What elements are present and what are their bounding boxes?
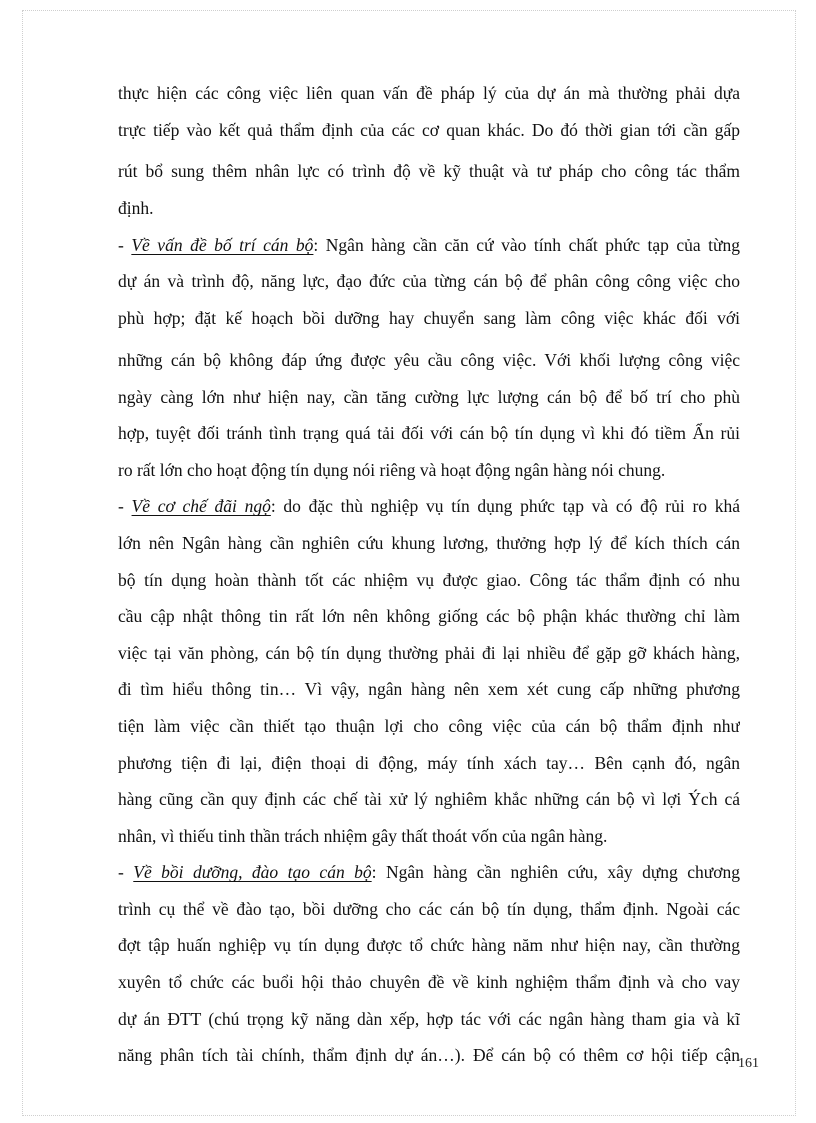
- text-line: thực hiện các công việc liên quan vấn đề pháp lý của dự án mà thường phải dựa: [118, 83, 740, 103]
- text-line: dự án ĐTT (chú trọng kỹ năng dàn xếp, hợp tác với các ngân hàng tham gia và kĩ: [118, 1008, 740, 1029]
- section-heading: Về bồi dưỡng, đào tạo cán bộ: [133, 862, 372, 883]
- text-line: đợt tập huấn nghiệp vụ tín dụng được tổ chức hàng năm như hiện nay, cần thường: [118, 935, 740, 956]
- text-line: những cán bộ không đáp ứng được yêu cầu công việc. Với khối lượng công việc: [118, 349, 740, 370]
- list-dash: -: [118, 234, 132, 255]
- section-heading: Về vấn đề bố trí cán bộ: [131, 234, 314, 255]
- text-line: việc tại văn phòng, cán bộ tín dụng thường phải đi lại nhiều để gặp gỡ khách hàng,: [118, 642, 740, 663]
- page-number: 161: [738, 1056, 759, 1071]
- heading-line-rest: : Ngân hàng cần căn cứ vào tính chất phức tạp của từng: [313, 234, 740, 255]
- section-heading: Về cơ chế đãi ngộ: [131, 496, 271, 517]
- text-line: phù hợp; đặt kế hoạch bồi dưỡng hay chuyển sang làm công việc khác đối với: [118, 307, 740, 328]
- heading-line-rest: : Ngân hàng cần nghiên cứu, xây dựng chương: [371, 862, 740, 883]
- paragraph-heading-line: [118, 230, 740, 267]
- body-text: [118, 78, 740, 1077]
- text-line: hàng cũng cần quy định các chế tài xử lý nghiêm khắc những cán bộ vì lợi Ých cá: [118, 789, 740, 810]
- paragraph-heading-line: [118, 491, 740, 528]
- text-line: hợp, tuyệt đối tránh tình trạng quá tải đối với cán bộ tín dụng vì khi đó tiềm Ẩn rủi: [118, 423, 740, 444]
- text-line: nhân, vì thiếu tinh thần trách nhiệm gây thất thoát vốn của ngân hàng.: [118, 825, 608, 846]
- text-line: định.: [118, 198, 154, 219]
- text-line: năng phân tích tài chính, thẩm định dự án…). Để cán bộ có thêm cơ hội tiếp cận: [118, 1045, 740, 1066]
- heading-line-rest: : do đặc thù nghiệp vụ tín dụng phức tạp và có độ rủi ro khá: [270, 496, 740, 517]
- list-dash: -: [118, 862, 134, 883]
- text-line: bộ tín dụng hoàn thành tốt các nhiệm vụ được giao. Công tác thẩm định có nhu: [118, 569, 740, 590]
- text-line: cầu cập nhật thông tin rất lớn nên không giống các bộ phận khác thường chỉ làm: [118, 606, 740, 627]
- text-line: lớn nên Ngân hàng cần nghiên cứu khung lương, thưởng hợp lý để kích thích cán: [118, 532, 740, 553]
- text-line: tiện làm việc cần thiết tạo thuận lợi cho công việc của cán bộ thẩm định như: [118, 715, 740, 736]
- list-dash: -: [118, 496, 132, 517]
- paragraph-heading-line: [118, 857, 740, 894]
- text-line: trực tiếp vào kết quả thẩm định của các cơ quan khác. Do đó thời gian tới cần gấp: [118, 119, 740, 140]
- text-line: đi tìm hiểu thông tin… Vì vậy, ngân hàng nên xem xét cung cấp những phương: [118, 679, 740, 700]
- text-line: trình cụ thể về đào tạo, bồi dưỡng cho các cán bộ tín dụng, thẩm định. Ngoài các: [118, 898, 740, 919]
- text-line: dự án và trình độ, năng lực, đạo đức của từng cán bộ để phân công công việc cho: [118, 271, 740, 292]
- text-line: rút bổ sung thêm nhân lực có trình độ về kỹ thuật và tư pháp cho công tác thẩm: [118, 161, 740, 182]
- text-line: phương tiện đi lại, điện thoại di động, máy tính xách tay… Bên cạnh đó, ngân: [118, 752, 740, 773]
- text-line: ro rất lớn cho hoạt động tín dụng nói riêng và hoạt động ngân hàng nói chung.: [118, 459, 666, 480]
- text-line: xuyên tổ chức các buổi hội thảo chuyên đề về kinh nghiệm thẩm định và cho vay: [118, 972, 740, 993]
- text-line: ngày càng lớn như hiện nay, cần tăng cường lực lượng cán bộ để bố trí cho phù: [118, 386, 740, 407]
